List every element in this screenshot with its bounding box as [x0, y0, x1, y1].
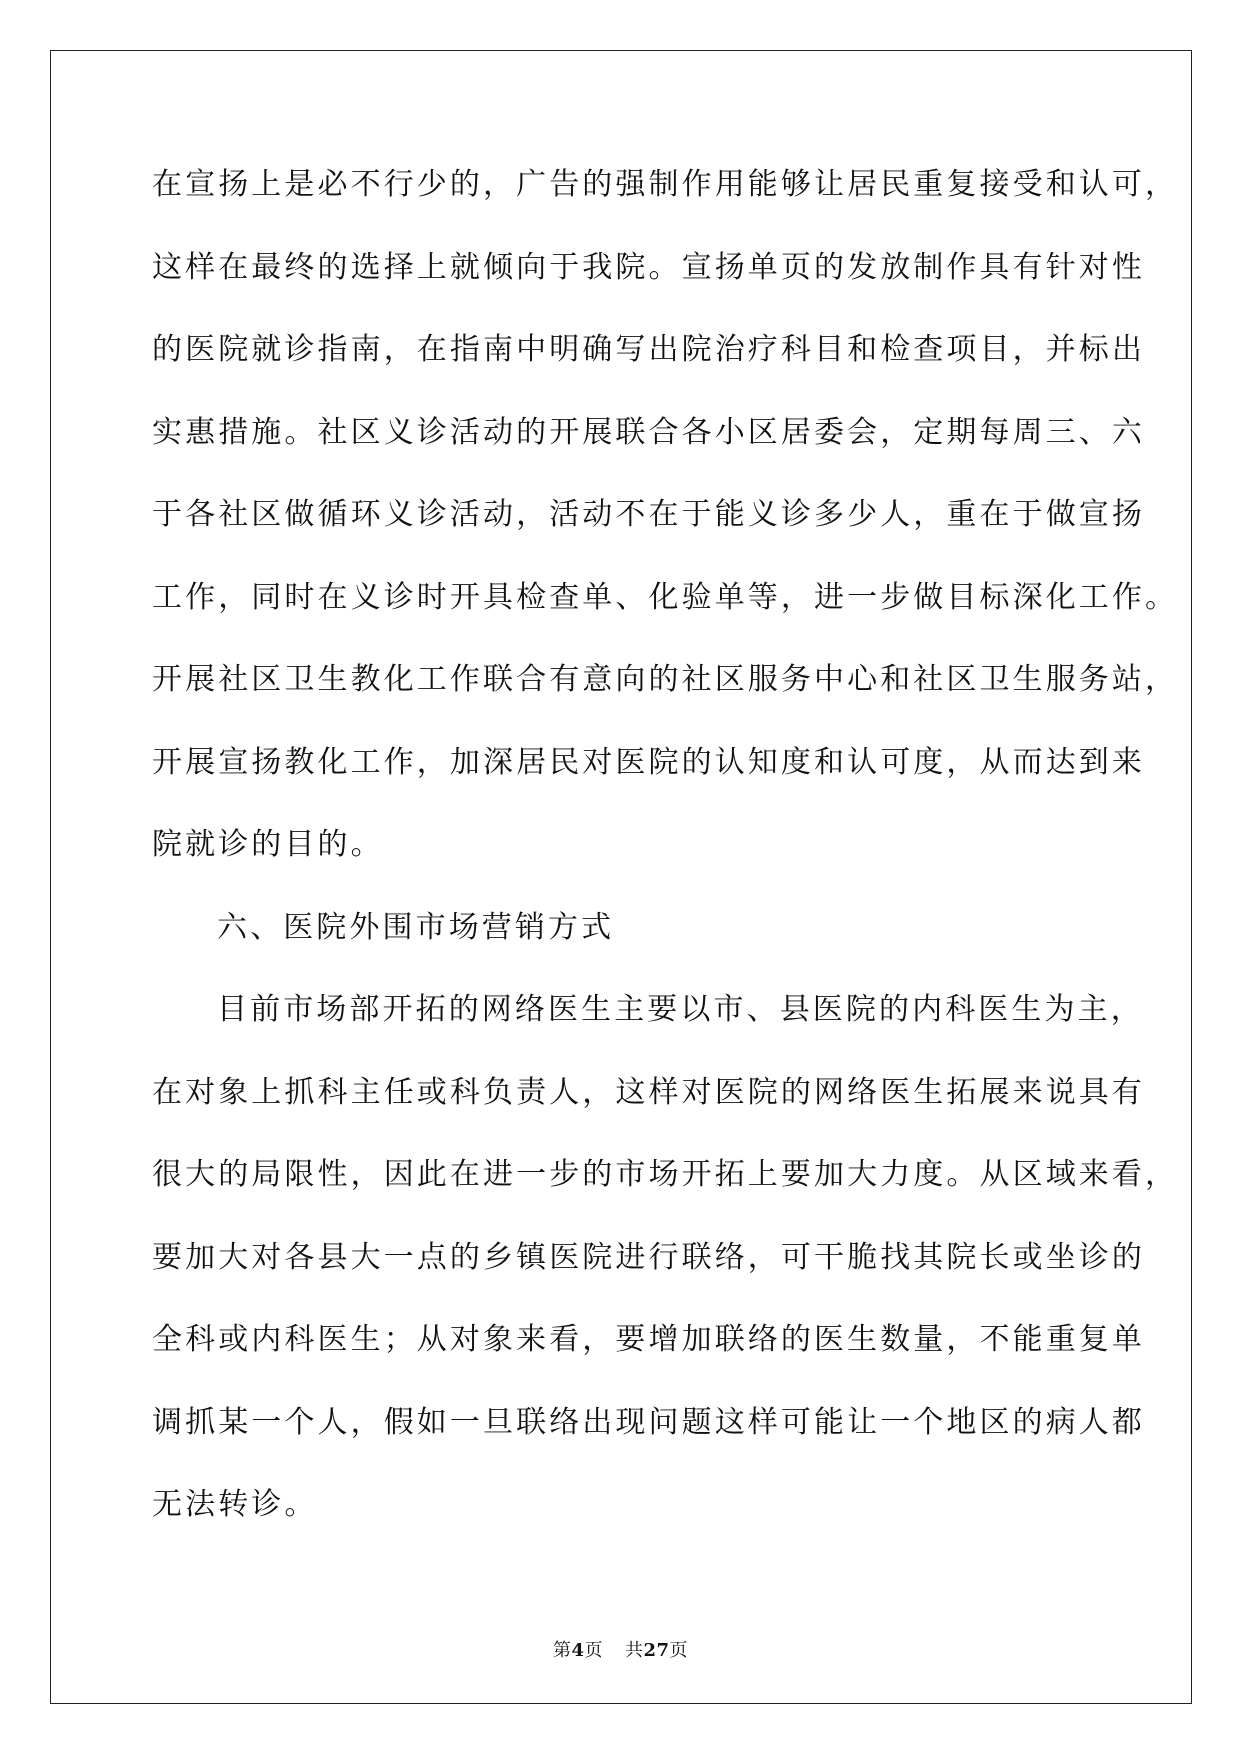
- text-line: 在宣扬上是必不行少的，广告的强制作用能够让居民重复接受和认可，: [152, 167, 1179, 202]
- page-prefix: 第: [552, 1640, 572, 1661]
- document-body: [152, 160, 1179, 1563]
- text-line: 开展社区卫生教化工作联合有意向的社区服务中心和社区卫生服务站，: [152, 662, 1179, 697]
- current-page-number: 4: [571, 1640, 585, 1661]
- text-line: 工作，同时在义诊时开具检查单、化验单等，进一步做目标深化工作。: [152, 579, 1179, 615]
- text-line: 的医院就诊指南，在指南中明确写出院治疗科目和检查项目，并标出: [152, 332, 1145, 367]
- total-suffix: 页: [669, 1640, 689, 1661]
- text-line: 于各社区做循环义诊活动，活动不在于能义诊多少人，重在于做宣扬: [152, 497, 1145, 532]
- page-footer: [0, 1636, 1241, 1662]
- total-prefix: 共: [624, 1640, 644, 1661]
- text-line: 开展宣扬教化工作，加深居民对医院的认知度和认可度，从而达到来: [152, 744, 1145, 780]
- text-line: 要加大对各县大一点的乡镇医院进行联络，可干脆找其院长或坐诊的: [152, 1239, 1145, 1275]
- total-page-count: 27: [643, 1640, 670, 1661]
- text-line: 在对象上抓科主任或科负责人，这样对医院的网络医生拓展来说具有: [152, 1074, 1145, 1110]
- text-line: 目前市场部开拓的网络医生主要以市、县医院的内科医生为主，: [217, 992, 1144, 1027]
- text-line: 实惠措施。社区义诊活动的开展联合各小区居委会，定期每周三、六: [152, 414, 1145, 450]
- text-line: 这样在最终的选择上就倾向于我院。宣扬单页的发放制作具有针对性: [152, 249, 1145, 285]
- section-heading: 六、医院外围市场营销方式: [217, 909, 615, 945]
- text-line: 很大的局限性，因此在进一步的市场开拓上要加大力度。从区域来看，: [152, 1157, 1179, 1192]
- text-line: 院就诊的目的。: [152, 827, 384, 862]
- page-suffix: 页: [584, 1640, 603, 1661]
- text-line: 全科或内科医生；从对象来看，要增加联络的医生数量，不能重复单: [152, 1322, 1145, 1357]
- text-line: 无法转诊。: [152, 1487, 318, 1522]
- text-line: 调抓某一个人，假如一旦联络出现问题这样可能让一个地区的病人都: [152, 1404, 1145, 1440]
